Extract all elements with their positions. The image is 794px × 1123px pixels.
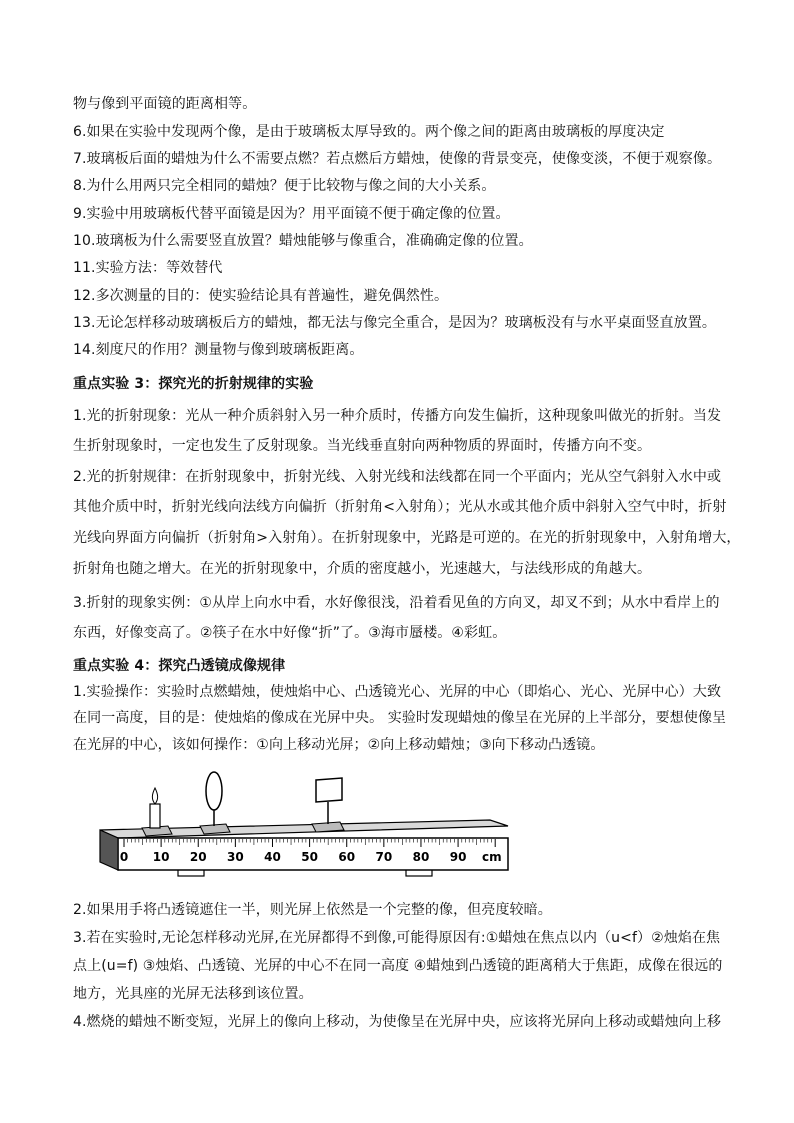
text-line: 10.玻璃板为什么需要竖直放置？蜡烛能够与像重合，准确确定像的位置。: [73, 233, 533, 249]
ruler-label: 50: [301, 850, 318, 864]
text-line: 2.光的折射规律：在折射现象中，折射光线、入射光线和法线都在同一个平面内；光从空气斜射入水中或: [73, 469, 722, 485]
ruler-label: 90: [449, 850, 467, 864]
convex-lens: [206, 772, 222, 810]
light-screen: [316, 778, 342, 802]
ruler-label: 30: [227, 850, 244, 864]
text-line: 其他介质中时，折射光线向法线方向偏折（折射角<入射角）；光从水或其他介质中斜射入空气中时，折射: [73, 499, 727, 515]
text-line: 物与像到平面镜的距离相等。: [73, 96, 257, 112]
text-line: 光线向界面方向偏折（折射角>入射角）。在折射现象中，光路是可逆的。在光的折射现象中，入射角增大，: [73, 530, 741, 546]
text-line: 3.若在实验时,无论怎样移动光屏,在光屏都得不到像,可能得原因有:①蜡烛在焦点以内（u<f）②烛焰在焦: [73, 930, 721, 946]
text-line: 折射角也随之增大。在光的折射现象中，介质的密度越小，光速越大，与法线形成的角越大。: [73, 561, 652, 577]
ruler-label: 40: [264, 850, 281, 864]
text-line: 1.光的折射现象：光从一种介质斜射入另一种介质时，传播方向发生偏折，这种现象叫做光的折射。当发: [73, 408, 722, 424]
text-line: 4.燃烧的蜡烛不断变短，光屏上的像向上移动，为使像呈在光屏中央，应该将光屏向上移动或蜡烛向上移: [73, 1014, 722, 1030]
section-heading: 重点实验 4：探究凸透镜成像规律: [73, 658, 286, 674]
ruler-label: 70: [375, 850, 393, 864]
ruler-label: 10: [152, 850, 170, 864]
candle-flame: [152, 788, 157, 804]
text-line: 9.实验中用玻璃板代替平面镜是因为？用平面镜不便于确定像的位置。: [73, 206, 510, 222]
ruler-label: 20: [189, 850, 207, 864]
text-line: 3.折射的现象实例：①从岸上向水中看，水好像很浅，沿着看见鱼的方向叉，却叉不到；从水中看岸上的: [73, 595, 720, 611]
ruler-label: cm: [482, 850, 502, 864]
ruler-label: 60: [338, 850, 356, 864]
text-line: 2.如果用手将凸透镜遮住一半，则光屏上依然是一个完整的像，但亮度较暗。: [73, 902, 552, 918]
text-line: 在光屏的中心，该如何操作：①向上移动光屏；②向上移动蜡烛；③向下移动凸透镜。: [73, 737, 605, 753]
optical-bench-figure: [80, 768, 510, 884]
text-line: 13.无论怎样移动玻璃板后方的蜡烛，都无法与像完全重合，是因为？玻璃板没有与水平桌面竖直放置。: [73, 315, 716, 331]
text-line: 11.实验方法：等效替代: [73, 260, 223, 276]
section-heading: 重点实验 3：探究光的折射规律的实验: [73, 376, 314, 392]
text-line: 地方，光具座的光屏无法移到该位置。: [73, 986, 313, 1002]
text-line: 6.如果在实验中发现两个像，是由于玻璃板太厚导致的。两个像之间的距离由玻璃板的厚度决定: [73, 124, 665, 140]
text-line: 7.玻璃板后面的蜡烛为什么不需要点燃？若点燃后方蜡烛，使像的背景变亮，使像变淡，不便于观察像。: [73, 151, 722, 167]
text-line: 12.多次测量的目的：使实验结论具有普遍性，避免偶然性。: [73, 288, 449, 304]
text-line: 1.实验操作：实验时点燃蜡烛，使烛焰中心、凸透镜光心、光屏的中心（即焰心、光心、光屏中心）大致: [73, 684, 722, 700]
text-line: 东西，好像变高了。②筷子在水中好像“折”了。③海市蜃楼。④彩虹。: [73, 625, 507, 641]
candle: [150, 804, 160, 828]
text-line: 8.为什么用两只完全相同的蜡烛？便于比较物与像之间的大小关系。: [73, 178, 496, 194]
text-line: 在同一高度，目的是：使烛焰的像成在光屏中央。 实验时发现蜡烛的像呈在光屏的上半部分，要想使像呈: [73, 710, 727, 726]
text-line: 点上(u=f) ③烛焰、凸透镜、光屏的中心不在同一高度 ④蜡烛到凸透镜的距离稍大于焦距，成像在很远的: [73, 958, 723, 974]
ruler-label: 0: [119, 850, 129, 864]
text-line: 14.刻度尺的作用？测量物与像到玻璃板距离。: [73, 342, 364, 358]
text-line: 生折射现象时，一定也发生了反射现象。当光线垂直射向两种物质的界面时，传播方向不变。: [73, 438, 652, 454]
ruler-label: 80: [412, 850, 430, 864]
lens-holder: [200, 824, 230, 834]
